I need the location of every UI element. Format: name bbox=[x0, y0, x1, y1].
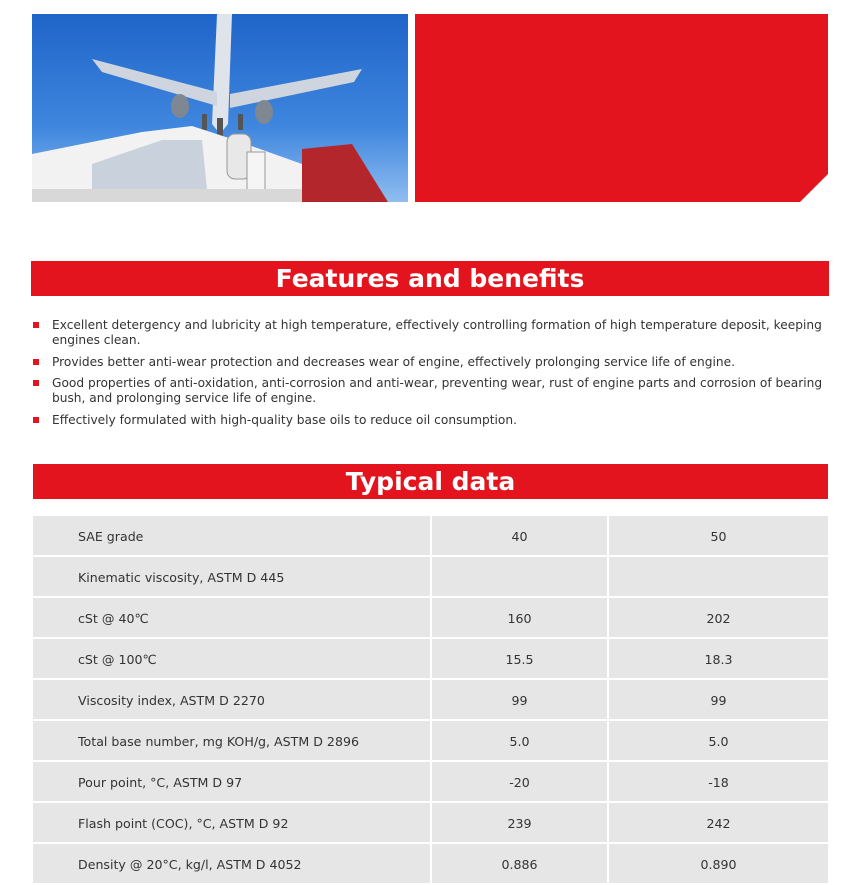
typical-data-table bbox=[33, 516, 828, 885]
table-row bbox=[33, 557, 828, 598]
list-item bbox=[33, 355, 830, 370]
hero-airplane-truck-photo bbox=[32, 14, 408, 202]
table-row bbox=[33, 721, 828, 762]
property-cell: Total base number, mg KOH/g, ASTM D 2896 bbox=[33, 721, 432, 762]
property-cell: Pour point, °C, ASTM D 97 bbox=[33, 762, 432, 803]
value-cell-40: 0.886 bbox=[432, 844, 609, 885]
feature-text: Effectively formulated with high-quality base oils to reduce oil consumption. bbox=[52, 412, 517, 427]
table-row bbox=[33, 844, 828, 885]
feature-text: Good properties of anti-oxidation, anti-corrosion and anti-wear, preventing wear, rust of engine parts and corrosion of bearing bush, and prolonging service life of engine. bbox=[52, 376, 823, 405]
feature-text: Excellent detergency and lubricity at high temperature, effectively controlling formation of high temperature deposit, keeping engines clean. bbox=[52, 318, 822, 347]
value-cell-50: 202 bbox=[609, 598, 828, 639]
value-cell-40 bbox=[432, 557, 609, 598]
property-cell: Density @ 20°C, kg/l, ASTM D 4052 bbox=[33, 844, 432, 885]
property-cell: Flash point (COC), °C, ASTM D 92 bbox=[33, 803, 432, 844]
table-row bbox=[33, 598, 828, 639]
value-cell-50: 0.890 bbox=[609, 844, 828, 885]
value-cell-50: 18.3 bbox=[609, 639, 828, 680]
list-item bbox=[33, 318, 830, 348]
features-list bbox=[33, 318, 830, 434]
bullet-square-icon bbox=[33, 417, 39, 423]
table-row bbox=[33, 803, 828, 844]
property-cell: Viscosity index, ASTM D 2270 bbox=[33, 680, 432, 721]
value-cell-50 bbox=[609, 557, 828, 598]
bullet-square-icon bbox=[33, 359, 39, 365]
table-row bbox=[33, 680, 828, 721]
value-cell-50: 99 bbox=[609, 680, 828, 721]
property-cell: Kinematic viscosity, ASTM D 445 bbox=[33, 557, 432, 598]
value-cell-50: 242 bbox=[609, 803, 828, 844]
value-cell-40: 40 bbox=[432, 516, 609, 557]
bullet-square-icon bbox=[33, 322, 39, 328]
property-cell: cSt @ 100℃ bbox=[33, 639, 432, 680]
value-cell-40: -20 bbox=[432, 762, 609, 803]
red-banner-shape bbox=[415, 14, 828, 202]
table-row bbox=[33, 516, 828, 557]
features-heading: Features and benefits bbox=[31, 261, 829, 296]
airplane-icon bbox=[32, 14, 408, 202]
typical-data-heading: Typical data bbox=[33, 464, 828, 499]
bullet-square-icon bbox=[33, 380, 39, 386]
table-row bbox=[33, 762, 828, 803]
value-cell-40: 15.5 bbox=[432, 639, 609, 680]
hero-red-banner bbox=[415, 14, 828, 202]
value-cell-50: 50 bbox=[609, 516, 828, 557]
table-row bbox=[33, 639, 828, 680]
value-cell-50: 5.0 bbox=[609, 721, 828, 762]
list-item bbox=[33, 376, 830, 406]
value-cell-40: 160 bbox=[432, 598, 609, 639]
value-cell-40: 239 bbox=[432, 803, 609, 844]
value-cell-50: -18 bbox=[609, 762, 828, 803]
value-cell-40: 5.0 bbox=[432, 721, 609, 762]
property-cell: cSt @ 40℃ bbox=[33, 598, 432, 639]
property-cell: SAE grade bbox=[33, 516, 432, 557]
feature-text: Provides better anti-wear protection and decreases wear of engine, effectively prolonging service life of engine. bbox=[52, 354, 735, 369]
value-cell-40: 99 bbox=[432, 680, 609, 721]
list-item bbox=[33, 413, 830, 428]
